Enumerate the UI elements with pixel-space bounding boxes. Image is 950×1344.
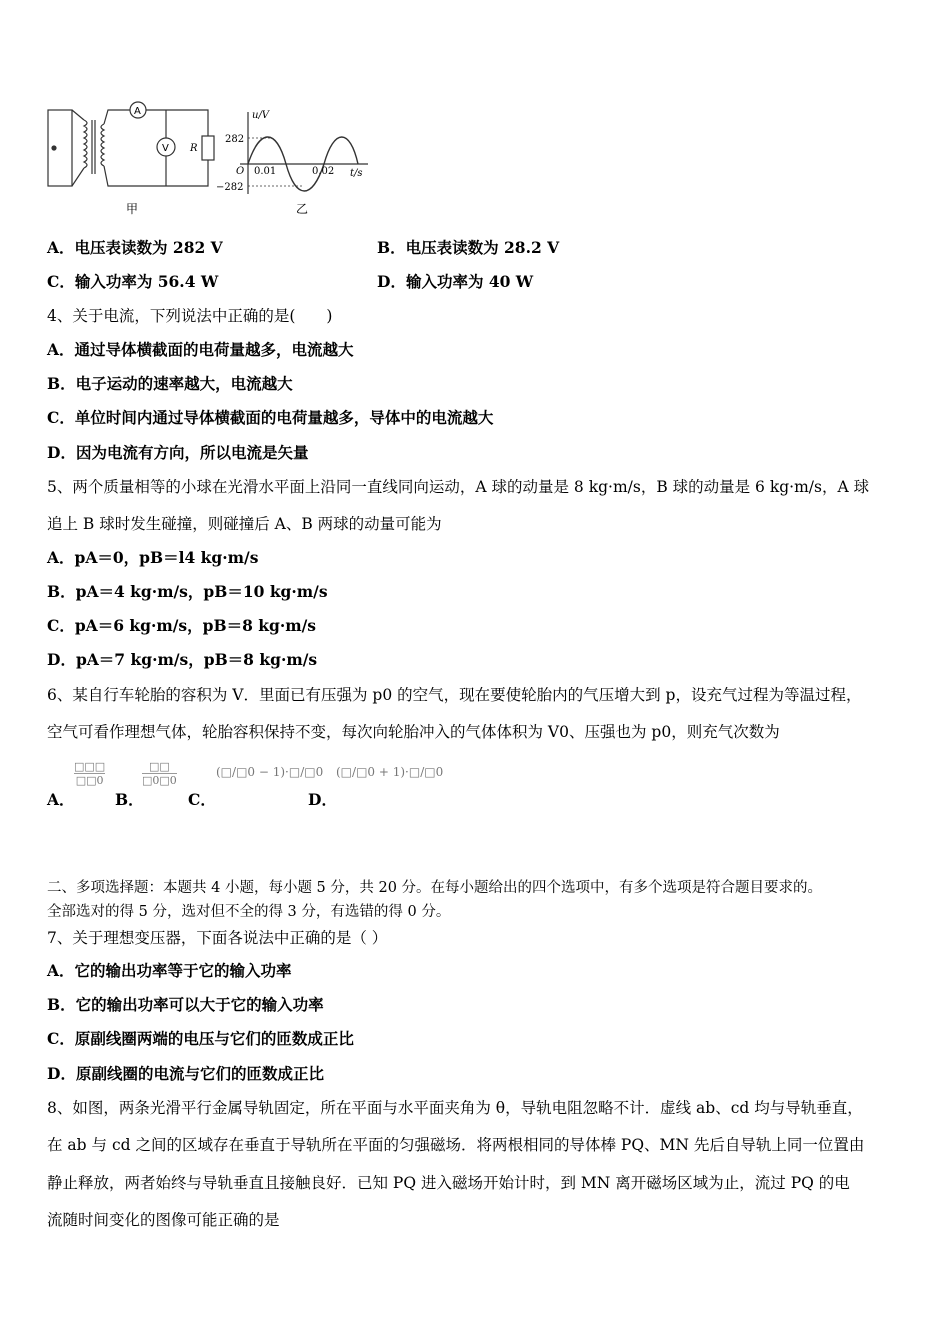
- resistor-icon: [202, 136, 214, 160]
- q6-option-b-denominator: □0□0: [142, 774, 177, 787]
- q4-stem: 4、关于电流，下列说法中正确的是( ): [47, 307, 333, 325]
- q5-option-a: A．pA＝0，pB＝l4 kg·m/s: [47, 548, 259, 567]
- q3-option-d: D．输入功率为 40 W: [377, 272, 534, 291]
- u-axis-label: u/V: [252, 110, 270, 121]
- q6-option-a-numerator: □□□: [74, 760, 106, 773]
- figure-caption-right: 乙: [296, 202, 309, 216]
- problem-figure: [40, 98, 380, 220]
- ammeter-label: A: [134, 106, 141, 117]
- q4-option-b: B．电子运动的速率越大，电流越大: [47, 374, 293, 393]
- q3-option-b: B．电压表读数为 28.2 V: [377, 238, 560, 257]
- t-axis-label: t/s: [350, 168, 363, 179]
- q7-stem: 7、关于理想变压器，下面各说法中正确的是（ ）: [47, 929, 388, 947]
- peak-label: 282: [225, 134, 245, 145]
- q6-option-b: B．: [115, 790, 144, 809]
- q3-option-a: A．电压表读数为 282 V: [47, 238, 223, 257]
- q4-option-c: C．单位时间内通过导体横截面的电荷量越多，导体中的电流越大: [47, 408, 494, 427]
- q5-option-b: B．pA＝4 kg·m/s，pB＝10 kg·m/s: [47, 582, 328, 601]
- q6-stem-line2: 空气可看作理想气体，轮胎容积保持不变，每次向轮胎冲入的气体体积为 V0、压强也为 p0，则充气次数为: [47, 723, 780, 741]
- q7-option-c: C．原副线圈两端的电压与它们的匝数成正比: [47, 1029, 354, 1048]
- q8-stem-line4: 流随时间变化的图像可能正确的是: [47, 1211, 280, 1229]
- q4-option-d: D．因为电流有方向，所以电流是矢量: [47, 443, 309, 462]
- q5-stem-line2: 追上 B 球时发生碰撞，则碰撞后 A、B 两球的动量可能为: [47, 515, 442, 533]
- q6-option-d: D．: [308, 790, 337, 809]
- q6-option-d-expression: (□/□0 + 1)·□/□0: [336, 765, 444, 779]
- q3-option-c: C．输入功率为 56.4 W: [47, 272, 219, 291]
- q6-option-c-expression: (□/□0 − 1)·□/□0: [216, 765, 324, 779]
- voltmeter-label: V: [162, 143, 169, 154]
- t1-label: 0.01: [254, 166, 277, 177]
- q5-option-c: C．pA＝6 kg·m/s，pB＝8 kg·m/s: [47, 616, 317, 635]
- q7-option-a: A．它的输出功率等于它的输入功率: [47, 961, 292, 980]
- q5-stem-line1: 5、两个质量相等的小球在光滑水平面上沿同一直线同向运动，A 球的动量是 8 kg·m/s，B 球的动量是 6 kg·m/s，A 球: [47, 478, 870, 496]
- q6-stem-line1: 6、某自行车轮胎的容积为 V．里面已有压强为 p0 的空气，现在要使轮胎内的气压增大到 p，设充气过程为等温过程，: [47, 686, 862, 704]
- q7-option-b: B．它的输出功率可以大于它的输入功率: [47, 995, 324, 1014]
- t2-label: 0.02: [312, 166, 335, 177]
- q8-stem-line2: 在 ab 与 cd 之间的区域存在垂直于导轨所在平面的匀强磁场．将两根相同的导体棒 PQ、MN 先后自导轨上同一位置由: [47, 1136, 865, 1154]
- trough-label: −282: [216, 182, 244, 193]
- q6-option-a-expression: [74, 760, 105, 787]
- q6-option-b-expression: [142, 760, 177, 787]
- q6-option-a: A．: [47, 790, 75, 809]
- resistor-label: R: [190, 143, 198, 154]
- section2-heading-line1: 二、多项选择题：本题共 4 小题，每小题 5 分，共 20 分。在每小题给出的四个选项中，有多个选项是符合题目要求的。: [47, 880, 823, 896]
- q7-option-d: D．原副线圈的电流与它们的匝数成正比: [47, 1064, 324, 1083]
- q8-stem-line3: 静止释放，两者始终与导轨垂直且接触良好．已知 PQ 进入磁场开始计时，到 MN 离开磁场区域为止，流过 PQ 的电: [47, 1174, 850, 1192]
- waveform-graph: [240, 112, 368, 194]
- q5-option-d: D．pA＝7 kg·m/s，pB＝8 kg·m/s: [47, 650, 318, 669]
- q8-stem-line1: 8、如图，两条光滑平行金属导轨固定，所在平面与水平面夹角为 θ，导轨电阻忽略不计．虚线 ab、cd 均与导轨垂直，: [47, 1099, 863, 1117]
- q6-option-c: C．: [188, 790, 216, 809]
- q4-option-a: A．通过导体横截面的电荷量越多，电流越大: [47, 340, 354, 359]
- q6-option-b-numerator: □□: [149, 760, 170, 773]
- q6-option-a-denominator: □□0: [75, 774, 104, 787]
- section2-heading-line2: 全部选对的得 5 分，选对但不全的得 3 分，有选错的得 0 分。: [47, 904, 451, 920]
- figure-caption-left: 甲: [126, 202, 139, 216]
- origin-label: O: [236, 166, 245, 177]
